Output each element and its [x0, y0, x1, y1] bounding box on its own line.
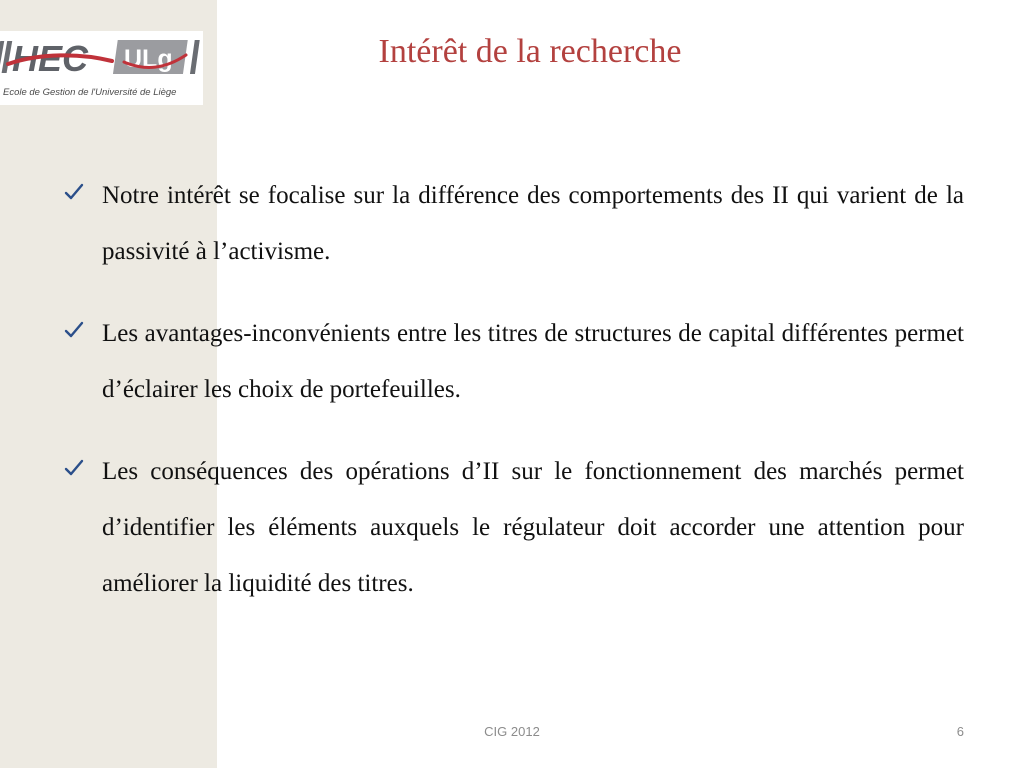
logo-ulg-text: ULg — [124, 45, 173, 73]
hec-ulg-logo — [0, 31, 203, 105]
bullet-item — [60, 306, 964, 418]
slide-title: Intérêt de la recherche — [378, 33, 682, 70]
bullet-item — [60, 168, 964, 280]
checkmark-icon — [64, 458, 84, 478]
footer-text: CIG 2012 — [484, 724, 540, 739]
bullet-text: Les conséquences des opérations d’II sur le fonctionnement des marchés permet d’identifier les éléments auxquels le régulateur doit accorder une attention pour améliorer la liquidité des titres. — [102, 458, 964, 597]
page-number: 6 — [956, 724, 964, 739]
bullet-item — [60, 444, 964, 612]
bullet-text: Les avantages-inconvénients entre les titres de structures de capital différentes permet d’éclairer les choix de portefeuilles. — [102, 320, 964, 403]
logo-caption: Ecole de Gestion de l'Université de Liège — [3, 87, 177, 98]
bullet-text: Notre intérêt se focalise sur la différence des comportements des II qui varient de la passivité à l’activisme. — [102, 182, 964, 265]
checkmark-icon — [64, 320, 84, 340]
logo-hec-text: HEC — [12, 38, 89, 79]
bullet-list — [60, 168, 964, 638]
checkmark-icon — [64, 182, 84, 202]
